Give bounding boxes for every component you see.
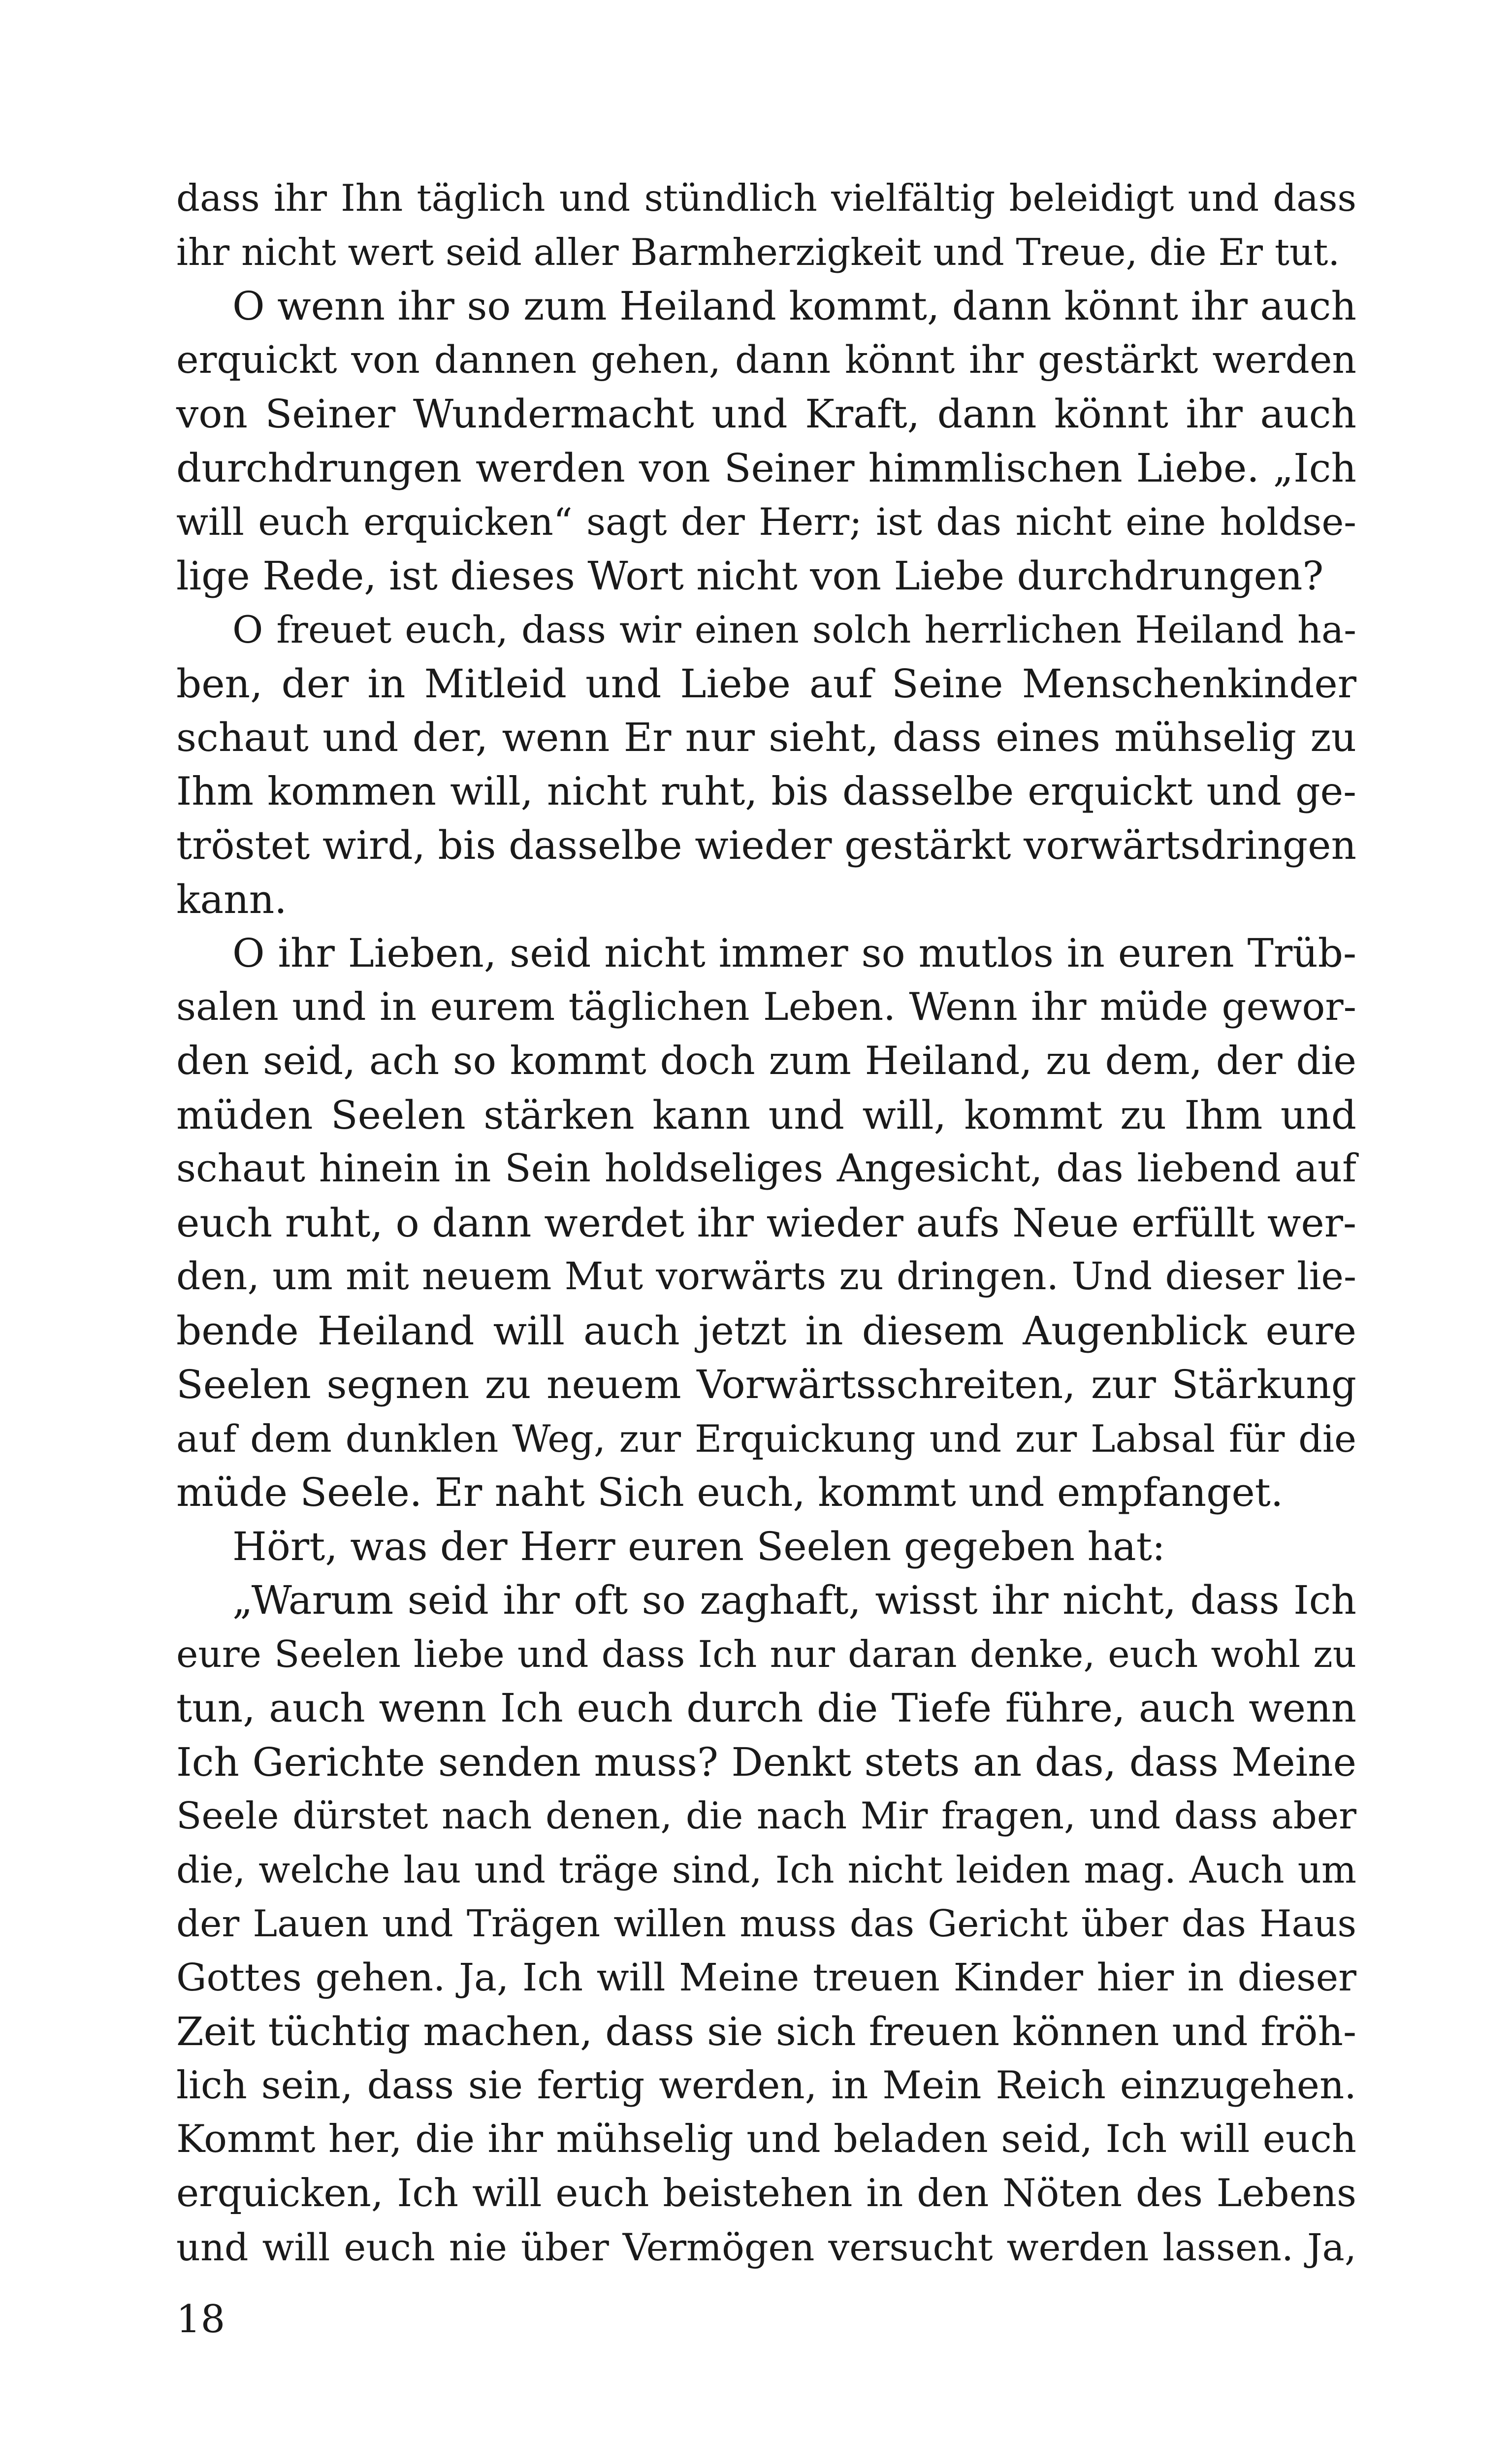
text-line: den, um mit neuem Mut vorwärts zu dringen. Und dieser lie- bbox=[176, 1255, 1356, 1299]
text-line: lich sein, dass sie fertig werden, in Mein Reich einzugehen. bbox=[176, 2063, 1356, 2108]
body-text bbox=[176, 171, 1356, 2275]
text-line: von Seiner Wundermacht und Kraft, dann könnt ihr auch bbox=[176, 391, 1356, 437]
text-line: der Lauen und Trägen willen muss das Gericht über das Haus bbox=[176, 1902, 1356, 1945]
text-line: euch ruht, o dann werdet ihr wieder aufs Neue erfüllt wer- bbox=[176, 1200, 1356, 1246]
text-line: Zeit tüchtig machen, dass sie sich freuen können und fröh- bbox=[176, 2009, 1356, 2054]
text-line: tun, auch wenn Ich euch durch die Tiefe führe, auch wenn bbox=[176, 1685, 1356, 1731]
text-line: ben, der in Mitleid und Liebe auf Seine Menschenkinder bbox=[176, 660, 1356, 707]
text-line: „Warum seid ihr oft so zaghaft, wisst ihr nicht, dass Ich bbox=[232, 1577, 1356, 1623]
text-line: Hört, was der Herr euren Seelen gegeben hat: bbox=[232, 1523, 1165, 1569]
text-line: Seele dürstet nach denen, die nach Mir fragen, und dass aber bbox=[176, 1794, 1356, 1837]
text-line: müden Seelen stärken kann und will, kommt zu Ihm und bbox=[176, 1092, 1356, 1138]
page-number: 18 bbox=[176, 2297, 225, 2342]
text-line: auf dem dunklen Weg, zur Erquickung und zur Labsal für die bbox=[176, 1416, 1356, 1461]
text-line: will euch erquicken“ sagt der Herr; ist das nicht eine holdse- bbox=[176, 500, 1356, 544]
text-line: und will euch nie über Vermögen versucht werden lassen. Ja, bbox=[176, 2225, 1356, 2269]
text-line: kann. bbox=[176, 876, 287, 922]
text-line: müde Seele. Er naht Sich euch, kommt und empfanget. bbox=[176, 1469, 1284, 1515]
text-line: Ihm kommen will, nicht ruht, bis dasselbe erquickt und ge- bbox=[176, 768, 1356, 814]
text-line: bende Heiland will auch jetzt in diesem Augenblick eure bbox=[176, 1307, 1356, 1354]
text-line: den seid, ach so kommt doch zum Heiland, zu dem, der die bbox=[176, 1038, 1356, 1083]
text-line: erquickt von dannen gehen, dann könnt ihr gestärkt werden bbox=[176, 338, 1356, 382]
text-line: die, welche lau und träge sind, Ich nicht leiden mag. Auch um bbox=[176, 1848, 1356, 1891]
text-line: eure Seelen liebe und dass Ich nur daran denke, euch wohl zu bbox=[176, 1632, 1356, 1676]
text-line: salen und in eurem täglichen Leben. Wenn ihr müde gewor- bbox=[176, 984, 1356, 1029]
text-line: Ich Gerichte senden muss? Denkt stets an das, dass Meine bbox=[176, 1739, 1356, 1785]
text-line: O wenn ihr so zum Heiland kommt, dann könnt ihr auch bbox=[232, 283, 1356, 329]
text-line: erquicken, Ich will euch beistehen in den Nöten des Lebens bbox=[176, 2171, 1356, 2215]
text-line: durchdrungen werden von Seiner himmlischen Liebe. „Ich bbox=[176, 445, 1356, 491]
text-line: ihr nicht wert seid aller Barmherzigkeit und Treue, die Er tut. bbox=[176, 230, 1340, 274]
text-line: Seelen segnen zu neuem Vorwärtsschreiten, zur Stärkung bbox=[176, 1362, 1356, 1407]
text-line: tröstet wird, bis dasselbe wieder gestärkt vorwärtsdringen bbox=[176, 822, 1356, 868]
text-line: schaut hinein in Sein holdseliges Angesicht, das liebend auf bbox=[176, 1146, 1356, 1191]
text-line: O ihr Lieben, seid nicht immer so mutlos in euren Trüb- bbox=[232, 930, 1356, 976]
text-line: dass ihr Ihn täglich und stündlich vielfältig beleidigt und dass bbox=[176, 176, 1356, 220]
text-line: Gottes gehen. Ja, Ich will Meine treuen Kinder hier in dieser bbox=[176, 1955, 1356, 2000]
text-line: schaut und der, wenn Er nur sieht, dass eines mühselig zu bbox=[176, 715, 1356, 760]
text-line: O freuet euch, dass wir einen solch herrlichen Heiland ha- bbox=[232, 608, 1356, 651]
text-line: lige Rede, ist dieses Wort nicht von Liebe durchdrungen? bbox=[176, 553, 1324, 599]
text-line: Kommt her, die ihr mühselig und beladen seid, Ich will euch bbox=[176, 2117, 1356, 2161]
